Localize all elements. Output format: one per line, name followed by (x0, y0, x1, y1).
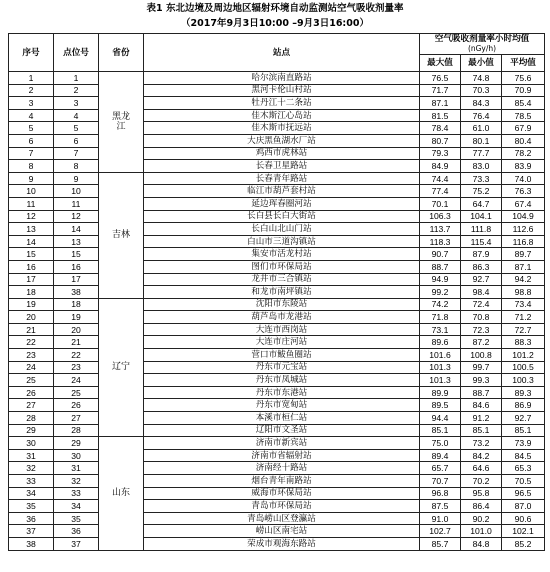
cell-station: 济南市省辐射站 (144, 449, 420, 462)
cell-station: 丹东市宽甸站 (144, 399, 420, 412)
cell-max: 106.3 (420, 210, 461, 223)
cell-min: 101.0 (461, 525, 502, 538)
cell-max: 94.4 (420, 412, 461, 425)
cell-point-no: 25 (54, 386, 99, 399)
cell-max: 71.7 (420, 84, 461, 97)
cell-seq: 18 (9, 286, 54, 299)
cell-station: 佳木斯江心岛站 (144, 109, 420, 122)
cell-min: 70.8 (461, 311, 502, 324)
cell-seq: 15 (9, 248, 54, 261)
cell-max: 70.1 (420, 197, 461, 210)
cell-max: 118.3 (420, 235, 461, 248)
cell-station: 白山市三道沟镇站 (144, 235, 420, 248)
table-row (9, 235, 545, 248)
cell-avg: 76.3 (502, 185, 545, 198)
table-subtitle: （2017年9月3日10:00 –9月3日16:00） (181, 18, 369, 29)
cell-point-no: 3 (54, 97, 99, 110)
table-row (9, 525, 545, 538)
cell-point-no: 7 (54, 147, 99, 160)
header-min: 最小值 (461, 55, 502, 72)
cell-min: 84.8 (461, 537, 502, 550)
cell-max: 79.3 (420, 147, 461, 160)
cell-max: 101.3 (420, 374, 461, 387)
cell-point-no: 21 (54, 336, 99, 349)
cell-max: 89.6 (420, 336, 461, 349)
cell-station: 济南经十路站 (144, 462, 420, 475)
cell-point-no: 1 (54, 72, 99, 85)
table-row (9, 462, 545, 475)
header-seq: 序号 (9, 34, 54, 72)
cell-min: 70.2 (461, 475, 502, 488)
cell-seq: 28 (9, 412, 54, 425)
cell-avg: 73.4 (502, 298, 545, 311)
cell-max: 89.4 (420, 449, 461, 462)
cell-avg: 83.9 (502, 160, 545, 173)
cell-point-no: 34 (54, 500, 99, 513)
dose-rate-table (8, 33, 545, 551)
table-row (9, 72, 545, 85)
table-row (9, 260, 545, 273)
cell-seq: 2 (9, 84, 54, 97)
cell-min: 80.1 (461, 134, 502, 147)
cell-seq: 4 (9, 109, 54, 122)
cell-point-no: 8 (54, 160, 99, 173)
cell-station: 葫芦岛市龙港站 (144, 311, 420, 324)
cell-max: 65.7 (420, 462, 461, 475)
cell-station: 青岛崂山区登瀛站 (144, 512, 420, 525)
cell-avg: 78.5 (502, 109, 545, 122)
cell-avg: 86.9 (502, 399, 545, 412)
cell-avg: 100.5 (502, 361, 545, 374)
cell-max: 102.7 (420, 525, 461, 538)
cell-avg: 88.3 (502, 336, 545, 349)
cell-station: 崂山区南宅站 (144, 525, 420, 538)
cell-seq: 12 (9, 210, 54, 223)
cell-point-no: 20 (54, 323, 99, 336)
table-row (9, 374, 545, 387)
cell-min: 95.8 (461, 487, 502, 500)
cell-avg: 102.1 (502, 525, 545, 538)
table-row (9, 109, 545, 122)
cell-avg: 65.3 (502, 462, 545, 475)
cell-seq: 36 (9, 512, 54, 525)
table-row (9, 449, 545, 462)
cell-station: 牡丹江十二条站 (144, 97, 420, 110)
cell-seq: 1 (9, 72, 54, 85)
cell-max: 101.6 (420, 349, 461, 362)
header-dose-rate (420, 34, 545, 55)
table-row (9, 537, 545, 550)
cell-station: 黑河卡伦山村站 (144, 84, 420, 97)
table-row (9, 500, 545, 513)
cell-avg: 84.5 (502, 449, 545, 462)
cell-station: 大连市西岗站 (144, 323, 420, 336)
cell-seq: 6 (9, 134, 54, 147)
cell-seq: 16 (9, 260, 54, 273)
cell-point-no: 28 (54, 424, 99, 437)
cell-point-no: 17 (54, 273, 99, 286)
cell-avg: 89.7 (502, 248, 545, 261)
cell-point-no: 4 (54, 109, 99, 122)
cell-max: 87.1 (420, 97, 461, 110)
cell-seq: 38 (9, 537, 54, 550)
table-row (9, 147, 545, 160)
cell-min: 70.3 (461, 84, 502, 97)
cell-station: 青岛市环保局站 (144, 500, 420, 513)
cell-min: 84.2 (461, 449, 502, 462)
cell-avg: 90.6 (502, 512, 545, 525)
cell-max: 78.4 (420, 122, 461, 135)
cell-seq: 29 (9, 424, 54, 437)
cell-avg: 85.1 (502, 424, 545, 437)
cell-station: 荣成市观海东路站 (144, 537, 420, 550)
cell-station: 本溪市桓仁站 (144, 412, 420, 425)
cell-min: 72.3 (461, 323, 502, 336)
cell-station: 大连市庄河站 (144, 336, 420, 349)
cell-avg: 101.2 (502, 349, 545, 362)
cell-point-no: 35 (54, 512, 99, 525)
table-title: 表1 东北边境及周边地区辐射环境自动监测站空气吸收剂量率 (146, 3, 404, 14)
table-row (9, 311, 545, 324)
cell-station: 集安市活龙村站 (144, 248, 420, 261)
cell-max: 70.7 (420, 475, 461, 488)
table-row (9, 160, 545, 173)
cell-avg: 80.4 (502, 134, 545, 147)
cell-min: 64.7 (461, 197, 502, 210)
cell-avg: 72.7 (502, 323, 545, 336)
cell-station: 佳木斯市抚远站 (144, 122, 420, 135)
cell-seq: 30 (9, 437, 54, 450)
cell-max: 85.1 (420, 424, 461, 437)
cell-min: 88.7 (461, 386, 502, 399)
cell-min: 64.6 (461, 462, 502, 475)
cell-seq: 14 (9, 235, 54, 248)
cell-station: 长白县长白大街站 (144, 210, 420, 223)
table-row (9, 210, 545, 223)
header-station: 站点 (144, 34, 420, 72)
cell-station: 延边珲春圈河站 (144, 197, 420, 210)
cell-avg: 85.2 (502, 537, 545, 550)
cell-province: 黑龙江 (99, 72, 144, 173)
cell-min: 86.4 (461, 500, 502, 513)
table-row (9, 323, 545, 336)
cell-seq: 5 (9, 122, 54, 135)
cell-max: 77.4 (420, 185, 461, 198)
cell-avg: 87.0 (502, 500, 545, 513)
table-row (9, 386, 545, 399)
cell-seq: 37 (9, 525, 54, 538)
cell-point-no: 11 (54, 197, 99, 210)
cell-point-no: 13 (54, 235, 99, 248)
cell-min: 91.2 (461, 412, 502, 425)
cell-avg: 73.9 (502, 437, 545, 450)
cell-seq: 9 (9, 172, 54, 185)
table-row (9, 286, 545, 299)
cell-max: 75.0 (420, 437, 461, 450)
cell-seq: 35 (9, 500, 54, 513)
cell-max: 91.0 (420, 512, 461, 525)
cell-avg: 85.4 (502, 97, 545, 110)
cell-max: 74.4 (420, 172, 461, 185)
cell-seq: 32 (9, 462, 54, 475)
table-body (9, 72, 545, 551)
cell-seq: 3 (9, 97, 54, 110)
table-row (9, 437, 545, 450)
cell-min: 85.1 (461, 424, 502, 437)
table-row (9, 185, 545, 198)
cell-point-no: 24 (54, 374, 99, 387)
cell-min: 84.6 (461, 399, 502, 412)
cell-min: 90.2 (461, 512, 502, 525)
cell-min: 104.1 (461, 210, 502, 223)
cell-station: 长春卫星路站 (144, 160, 420, 173)
cell-max: 87.5 (420, 500, 461, 513)
cell-point-no: 29 (54, 437, 99, 450)
cell-province: 山东 (99, 437, 144, 550)
cell-point-no: 18 (54, 298, 99, 311)
cell-max: 89.9 (420, 386, 461, 399)
cell-min: 92.7 (461, 273, 502, 286)
cell-min: 72.4 (461, 298, 502, 311)
cell-station: 沈阳市东陵站 (144, 298, 420, 311)
cell-point-no: 22 (54, 349, 99, 362)
cell-max: 99.2 (420, 286, 461, 299)
cell-station: 威海市环保局站 (144, 487, 420, 500)
cell-point-no: 5 (54, 122, 99, 135)
cell-station: 龙井市三合镇站 (144, 273, 420, 286)
cell-station: 营口市鲅鱼圈站 (144, 349, 420, 362)
cell-station: 鸡西市虎林站 (144, 147, 420, 160)
table-row (9, 273, 545, 286)
cell-max: 89.5 (420, 399, 461, 412)
table-row (9, 336, 545, 349)
cell-point-no: 16 (54, 260, 99, 273)
cell-station: 长春青年路站 (144, 172, 420, 185)
cell-seq: 22 (9, 336, 54, 349)
table-row (9, 349, 545, 362)
cell-station: 和龙市南坪镇站 (144, 286, 420, 299)
cell-avg: 112.6 (502, 223, 545, 236)
cell-min: 77.7 (461, 147, 502, 160)
cell-station: 丹东市东港站 (144, 386, 420, 399)
table-row (9, 248, 545, 261)
cell-point-no: 33 (54, 487, 99, 500)
cell-avg: 116.8 (502, 235, 545, 248)
cell-point-no: 23 (54, 361, 99, 374)
table-row (9, 97, 545, 110)
cell-point-no: 32 (54, 475, 99, 488)
cell-avg: 100.3 (502, 374, 545, 387)
cell-point-no: 14 (54, 223, 99, 236)
header-avg: 平均值 (502, 55, 545, 72)
cell-min: 100.8 (461, 349, 502, 362)
header-unit: (nGy/h) (467, 44, 497, 53)
cell-max: 84.9 (420, 160, 461, 173)
cell-max: 73.1 (420, 323, 461, 336)
table-row (9, 298, 545, 311)
cell-max: 76.5 (420, 72, 461, 85)
cell-avg: 67.4 (502, 197, 545, 210)
cell-seq: 26 (9, 386, 54, 399)
cell-max: 101.3 (420, 361, 461, 374)
cell-point-no: 30 (54, 449, 99, 462)
cell-avg: 70.9 (502, 84, 545, 97)
cell-min: 61.0 (461, 122, 502, 135)
cell-point-no: 19 (54, 311, 99, 324)
cell-point-no: 9 (54, 172, 99, 185)
cell-seq: 33 (9, 475, 54, 488)
header-dose-rate-label: 空气吸收剂量率小时均值 (434, 34, 530, 44)
cell-province: 辽宁 (99, 298, 144, 437)
cell-max: 80.7 (420, 134, 461, 147)
cell-min: 98.4 (461, 286, 502, 299)
cell-seq: 25 (9, 374, 54, 387)
cell-min: 115.4 (461, 235, 502, 248)
cell-min: 73.2 (461, 437, 502, 450)
cell-station: 大庆黑鱼湖水厂站 (144, 134, 420, 147)
cell-point-no: 27 (54, 412, 99, 425)
cell-min: 73.3 (461, 172, 502, 185)
cell-point-no: 6 (54, 134, 99, 147)
cell-avg: 104.9 (502, 210, 545, 223)
cell-min: 87.9 (461, 248, 502, 261)
cell-avg: 67.9 (502, 122, 545, 135)
cell-max: 88.7 (420, 260, 461, 273)
table-row (9, 361, 545, 374)
cell-seq: 24 (9, 361, 54, 374)
cell-station: 临江市葫芦套村站 (144, 185, 420, 198)
header-province: 省份 (99, 34, 144, 72)
cell-province: 吉林 (99, 172, 144, 298)
cell-avg: 94.2 (502, 273, 545, 286)
cell-max: 85.7 (420, 537, 461, 550)
cell-seq: 27 (9, 399, 54, 412)
cell-min: 74.8 (461, 72, 502, 85)
table-row (9, 197, 545, 210)
cell-avg: 98.8 (502, 286, 545, 299)
cell-min: 87.2 (461, 336, 502, 349)
cell-min: 75.2 (461, 185, 502, 198)
cell-seq: 8 (9, 160, 54, 173)
cell-max: 74.2 (420, 298, 461, 311)
cell-seq: 31 (9, 449, 54, 462)
cell-point-no: 31 (54, 462, 99, 475)
cell-avg: 92.7 (502, 412, 545, 425)
cell-avg: 89.3 (502, 386, 545, 399)
cell-seq: 11 (9, 197, 54, 210)
cell-point-no: 37 (54, 537, 99, 550)
cell-seq: 17 (9, 273, 54, 286)
cell-seq: 10 (9, 185, 54, 198)
cell-seq: 23 (9, 349, 54, 362)
cell-seq: 19 (9, 298, 54, 311)
cell-avg: 78.2 (502, 147, 545, 160)
cell-avg: 75.6 (502, 72, 545, 85)
cell-point-no: 38 (54, 286, 99, 299)
cell-min: 83.0 (461, 160, 502, 173)
cell-max: 96.8 (420, 487, 461, 500)
table-row (9, 122, 545, 135)
cell-max: 90.7 (420, 248, 461, 261)
cell-avg: 74.0 (502, 172, 545, 185)
cell-point-no: 2 (54, 84, 99, 97)
cell-station: 烟台青年南路站 (144, 475, 420, 488)
cell-point-no: 12 (54, 210, 99, 223)
cell-station: 图们市环保局站 (144, 260, 420, 273)
table-row (9, 223, 545, 236)
cell-min: 111.8 (461, 223, 502, 236)
cell-max: 81.5 (420, 109, 461, 122)
cell-seq: 20 (9, 311, 54, 324)
cell-avg: 70.5 (502, 475, 545, 488)
cell-station: 辽阳市文圣站 (144, 424, 420, 437)
cell-station: 丹东市元宝站 (144, 361, 420, 374)
cell-avg: 87.1 (502, 260, 545, 273)
header-max: 最大值 (420, 55, 461, 72)
cell-min: 99.3 (461, 374, 502, 387)
table-row (9, 399, 545, 412)
table-row (9, 487, 545, 500)
cell-min: 86.3 (461, 260, 502, 273)
cell-min: 76.4 (461, 109, 502, 122)
cell-station: 济南市新宾站 (144, 437, 420, 450)
cell-max: 71.8 (420, 311, 461, 324)
cell-point-no: 26 (54, 399, 99, 412)
header-point-no: 点位号 (54, 34, 99, 72)
cell-seq: 7 (9, 147, 54, 160)
table-row (9, 412, 545, 425)
cell-seq: 34 (9, 487, 54, 500)
cell-min: 99.7 (461, 361, 502, 374)
table-row (9, 512, 545, 525)
cell-point-no: 10 (54, 185, 99, 198)
table-row (9, 172, 545, 185)
cell-point-no: 15 (54, 248, 99, 261)
cell-max: 94.9 (420, 273, 461, 286)
cell-min: 84.3 (461, 97, 502, 110)
cell-point-no: 36 (54, 525, 99, 538)
cell-seq: 13 (9, 223, 54, 236)
cell-station: 哈尔滨南直路站 (144, 72, 420, 85)
table-row (9, 84, 545, 97)
table-row (9, 134, 545, 147)
cell-station: 长白山北山门站 (144, 223, 420, 236)
cell-seq: 21 (9, 323, 54, 336)
cell-station: 丹东市凤城站 (144, 374, 420, 387)
table-row (9, 424, 545, 437)
cell-avg: 96.5 (502, 487, 545, 500)
cell-avg: 71.2 (502, 311, 545, 324)
table-row (9, 475, 545, 488)
cell-max: 113.7 (420, 223, 461, 236)
